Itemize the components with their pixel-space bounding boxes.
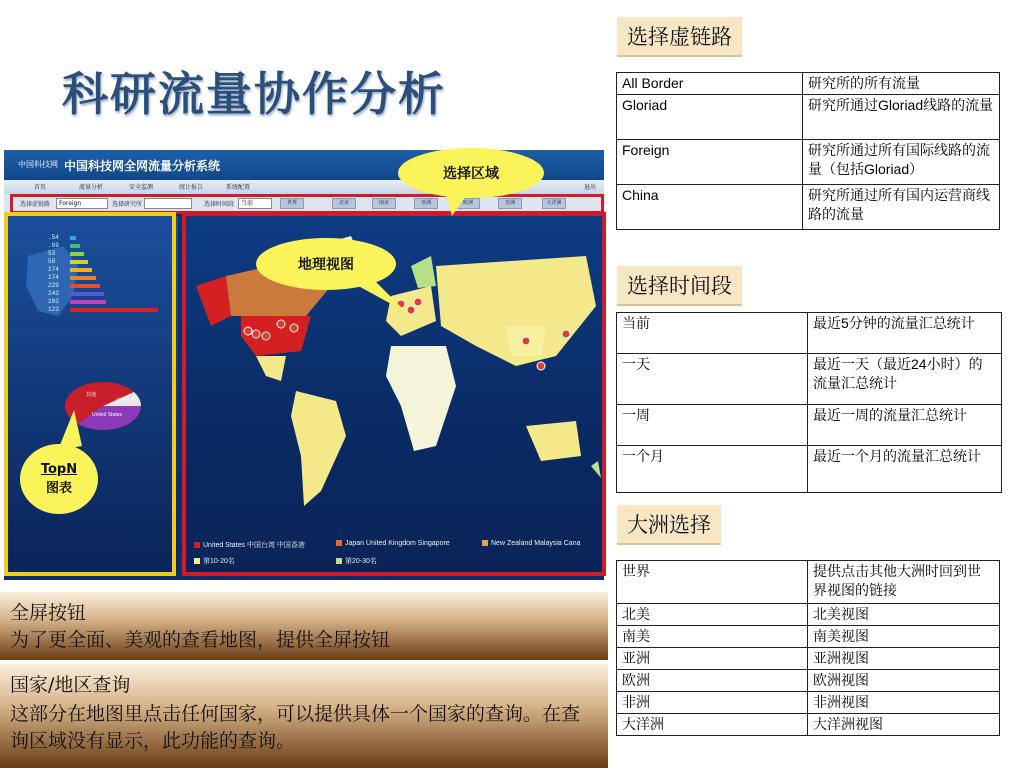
table-row: [617, 561, 1000, 604]
table-cell: 北美视图: [808, 604, 1000, 626]
callout-region-tail: [440, 190, 480, 220]
table-row: [617, 446, 1002, 493]
legend-label: 第20-30名: [345, 558, 377, 565]
table-cell: 南美视图: [808, 626, 1000, 648]
country-note: [0, 664, 608, 768]
table-cell: 最近5分钟的流量汇总统计: [808, 313, 1002, 354]
table-row: [617, 405, 1002, 446]
time-select-label: 选择时间段: [204, 201, 235, 208]
table-cell: China: [617, 185, 803, 230]
topn-bar-value: 58: [48, 258, 56, 265]
table-row: [617, 626, 1000, 648]
table-cell: 当前: [617, 313, 808, 354]
topn-bar-value: 174: [48, 274, 59, 281]
table-cell: 最近一天（最近24小时）的流量汇总统计: [808, 354, 1002, 405]
table-cell: 欧洲: [617, 670, 808, 692]
table-cell: 研究所通过所有国际线路的流量（包括Gloriad）: [803, 140, 1000, 185]
table-cell: 欧洲视图: [808, 670, 1000, 692]
table-row: [617, 670, 1000, 692]
slide-title: 科研流量协作分析: [62, 67, 446, 121]
table-cell: 最近一周的流量汇总统计: [808, 405, 1002, 446]
table-cell: 非洲视图: [808, 692, 1000, 714]
menu-item-security[interactable]: 安全监测: [129, 184, 154, 191]
legend-label: New Zealand Malaysia Cana: [491, 540, 581, 547]
region-select-frame: [10, 194, 604, 214]
table-row: [617, 604, 1000, 626]
table-cell: 最近一个月的流量汇总统计: [808, 446, 1002, 493]
table-cell: 南美: [617, 626, 808, 648]
virtual-link-table: [616, 72, 1000, 230]
topn-frame: [4, 212, 176, 576]
legend-label: 第10-20名: [203, 558, 235, 565]
time-period-table: [616, 312, 1002, 493]
table-row: [617, 313, 1002, 354]
table-cell: Foreign: [617, 140, 803, 185]
menu-item-config[interactable]: 系统配置: [226, 184, 251, 191]
continent-btn-world[interactable]: 世界: [280, 198, 304, 209]
legend-label: United States 中国台湾 中国香港: [203, 542, 305, 549]
legend-label: Japan United Kingdom Singapore: [345, 540, 450, 547]
table-row: [617, 648, 1000, 670]
topn-bar-value: .54: [48, 234, 59, 241]
table-cell: 一周: [617, 405, 808, 446]
table-cell: 北美: [617, 604, 808, 626]
continent-btn-europe[interactable]: 欧洲: [456, 198, 480, 209]
callout-geo-view: 地理视图: [256, 238, 396, 290]
table-row: [617, 692, 1000, 714]
topn-bar-value: 103: [48, 298, 59, 305]
table-row: [617, 73, 1000, 95]
table-cell: 亚洲视图: [808, 648, 1000, 670]
callout-geo-tail: [340, 276, 410, 316]
fullscreen-note-text: 为了更全面、美观的查看地图，提供全屏按钮: [10, 629, 391, 651]
continent-btn-sa[interactable]: 南美: [372, 198, 396, 209]
topn-bar-value: 174: [48, 266, 59, 273]
continent-table: [616, 560, 1000, 736]
pie-label-tw: 中国台湾: [116, 398, 137, 404]
topn-bar-value: 229: [48, 282, 59, 289]
table-cell: 研究所通过所有国内运营商线路的流量: [803, 185, 1000, 230]
topn-bar-value: 243: [48, 290, 59, 297]
pie-label-us: United States: [92, 412, 123, 418]
continent-btn-asia[interactable]: 亚洲: [414, 198, 438, 209]
link-select[interactable]: Foreign: [56, 198, 108, 209]
time-select[interactable]: 当前: [238, 198, 272, 209]
continent-btn-africa[interactable]: 非洲: [498, 198, 522, 209]
table-row: [617, 185, 1000, 230]
table-cell: 研究所通过Gloriad线路的流量: [803, 95, 1000, 140]
inst-select-label: 选择研究所: [112, 201, 143, 208]
table-cell: All Border: [617, 73, 803, 95]
table-cell: 大洋洲视图: [808, 714, 1000, 736]
table-row: [617, 354, 1002, 405]
table-cell: 大洋洲: [617, 714, 808, 736]
menu-item-traffic[interactable]: 流量分析: [79, 184, 104, 191]
table-cell: 世界: [617, 561, 808, 604]
pie-label-other: 其他: [86, 392, 97, 398]
table-cell: 亚洲: [617, 648, 808, 670]
callout-topn-tail: [50, 410, 90, 450]
continent-btn-na[interactable]: 北美: [332, 198, 356, 209]
time-period-header: 选择时间段: [617, 266, 742, 306]
continent-header: 大洲选择: [617, 505, 721, 545]
table-row: [617, 95, 1000, 140]
table-cell: 一个月: [617, 446, 808, 493]
topn-bar-value: .69: [48, 242, 59, 249]
fullscreen-note: [0, 592, 608, 660]
table-cell: 研究所的所有流量: [803, 73, 1000, 95]
callout-topn: [20, 444, 98, 514]
topn-bar-value: 123: [48, 306, 59, 313]
callout-region: 选择区域: [398, 148, 544, 198]
virtual-link-header: 选择虚链路: [617, 17, 742, 57]
table-cell: 非洲: [617, 692, 808, 714]
app-logo: 中国科技网: [18, 160, 58, 169]
table-cell: 一天: [617, 354, 808, 405]
callout-topn-line2: 图表: [45, 481, 72, 496]
menu-item-reports[interactable]: 统计报告: [179, 184, 204, 191]
callout-topn-line1: TopN: [40, 462, 78, 477]
continent-btn-oceania[interactable]: 大洋洲: [542, 198, 566, 209]
app-title: 中国科技网全网流量分析系统: [64, 159, 221, 173]
table-row: [617, 714, 1000, 736]
country-note-text: 这部分在地图里点击任何国家，可以提供具体一个国家的查询。在查询区域没有显示，此功能的查询。: [10, 703, 581, 752]
topn-bar-value: 53: [48, 250, 56, 257]
table-row: [617, 140, 1000, 185]
table-cell: Gloriad: [617, 95, 803, 140]
menu-item-logout[interactable]: 退出: [584, 184, 597, 191]
menu-item-home[interactable]: 首页: [34, 184, 47, 191]
link-select-label: 选择虚链路: [20, 201, 51, 208]
country-note-title: 国家/地区查询: [10, 674, 131, 696]
table-cell: 提供点击其他大洲时回到世界视图的链接: [808, 561, 1000, 604]
fullscreen-note-title: 全屏按钮: [10, 602, 87, 624]
